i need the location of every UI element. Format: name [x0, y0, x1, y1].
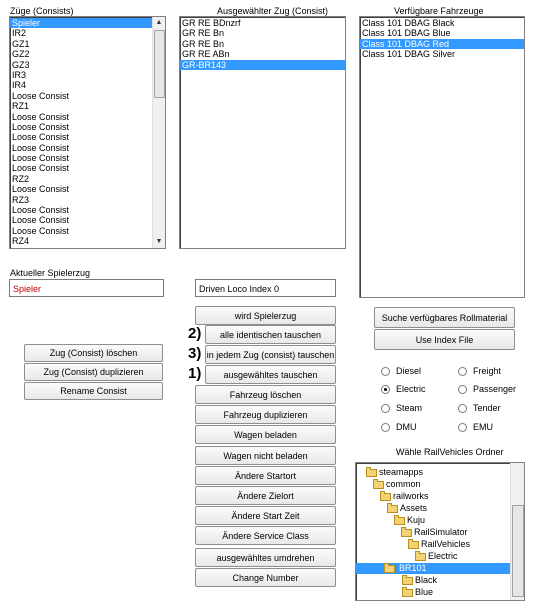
radio-label: Tender [473, 403, 501, 413]
consist-list-item[interactable]: Loose Consist [12, 132, 70, 143]
rename-consist-button[interactable]: Rename Consist [24, 382, 163, 400]
train-list-item[interactable]: GR RE BDnzrf [182, 18, 241, 28]
radio-electric[interactable] [381, 384, 426, 394]
consists-label: Züge (Consists) [10, 6, 74, 16]
available-vehicles-label: Verfügbare Fahrzeuge [394, 6, 484, 16]
consist-list-item[interactable]: Loose Consist [12, 205, 70, 216]
tree-folder-item[interactable] [387, 503, 427, 514]
folder-icon [415, 553, 426, 561]
consist-list-item[interactable]: GZ3 [12, 59, 30, 70]
radio-circle-icon[interactable] [381, 385, 390, 394]
change-start-time-button[interactable]: Ändere Start Zeit [195, 506, 336, 525]
become-player-train-button[interactable]: wird Spielerzug [195, 306, 336, 325]
vehicles-listbox[interactable] [359, 16, 525, 298]
load-wagon-button[interactable]: Wagen beladen [195, 425, 336, 444]
radio-label: DMU [396, 422, 417, 432]
radio-label: Diesel [396, 366, 422, 376]
tree-folder-item[interactable] [366, 467, 423, 478]
change-service-class-button[interactable]: Ändere Service Class [195, 526, 336, 545]
radio-freight[interactable] [458, 366, 501, 376]
consist-list-item[interactable]: RZ1 [12, 101, 30, 112]
tree-folder-label: RailSimulator [414, 527, 468, 537]
tree-folder-item[interactable] [356, 563, 510, 574]
player-train-field[interactable]: Spieler [9, 279, 164, 297]
folder-icon [366, 469, 377, 477]
tree-folder-item[interactable] [402, 575, 437, 586]
folder-icon [384, 565, 395, 573]
swap-selected-button[interactable]: ausgewähltes tauschen [205, 365, 336, 384]
folder-tree[interactable] [355, 462, 525, 601]
tree-folder-item[interactable] [402, 587, 433, 598]
radio-circle-icon[interactable] [458, 423, 467, 432]
tree-folder-item[interactable] [373, 479, 421, 490]
consists-scrollbar[interactable] [152, 17, 165, 248]
swap-every-train-button[interactable]: in jedem Zug (consist) tauschen [205, 345, 336, 364]
consist-list-item[interactable]: GZ2 [12, 49, 30, 60]
radio-label: Freight [473, 366, 502, 376]
folder-icon [380, 493, 391, 501]
folder-icon [394, 517, 405, 525]
radio-dmu[interactable] [381, 422, 417, 432]
radio-label: Electric [396, 384, 426, 394]
radio-passenger[interactable] [458, 384, 516, 394]
tree-folder-label: Electric [428, 551, 458, 561]
consist-list-item[interactable]: Spieler [10, 18, 165, 28]
step-number-1: 1) [188, 365, 202, 382]
current-player-train-label: Aktueller Spielerzug [10, 268, 91, 278]
train-list-item[interactable]: GR RE Bn [182, 38, 225, 49]
tree-folder-label: Black [415, 575, 438, 585]
selected-train-label: Ausgewählter Zug (Consist) [217, 6, 329, 16]
consist-list-item[interactable]: IR4 [12, 80, 27, 91]
tree-folder-item[interactable] [380, 491, 429, 502]
scroll-up-icon[interactable]: ▲ [155, 19, 163, 26]
train-list-item[interactable]: GR-BR143 [180, 60, 345, 70]
tree-folder-label: Assets [400, 503, 428, 513]
folder-icon [402, 589, 413, 597]
tree-folder-label: common [386, 479, 421, 489]
consist-list-item[interactable]: IR3 [12, 69, 27, 80]
consist-list-item[interactable]: Loose Consist [12, 184, 70, 195]
tree-scrollbar[interactable] [510, 463, 524, 600]
step-number-3: 3) [188, 345, 202, 362]
tree-folder-item[interactable] [415, 551, 458, 562]
tree-folder-label: Kuju [407, 515, 426, 525]
radio-diesel[interactable] [381, 366, 421, 376]
change-number-button[interactable]: Change Number [195, 568, 336, 587]
radio-circle-icon[interactable] [381, 423, 390, 432]
radio-circle-icon[interactable] [381, 404, 390, 413]
tree-folder-label: RailVehicles [421, 539, 471, 549]
change-start-button[interactable]: Ändere Startort [195, 466, 336, 485]
folder-icon [387, 505, 398, 513]
radio-tender[interactable] [458, 403, 501, 413]
consist-list-item[interactable]: IR2 [12, 28, 27, 39]
use-index-file-button[interactable]: Use Index File [374, 329, 515, 350]
radio-steam[interactable] [381, 403, 422, 413]
consist-list-item[interactable]: Loose Consist [12, 90, 70, 101]
radio-label: Passenger [473, 384, 517, 394]
reverse-selected-button[interactable]: ausgewähltes umdrehen [195, 548, 336, 567]
consist-list-item[interactable]: Loose Consist [12, 153, 70, 164]
consist-list-item[interactable]: RZ3 [12, 194, 30, 205]
radio-circle-icon[interactable] [381, 367, 390, 376]
tree-scroll-thumb[interactable] [512, 505, 524, 597]
duplicate-consist-button[interactable]: Zug (Consist) duplizieren [24, 363, 163, 381]
train-list-item[interactable]: GR RE ABn [182, 49, 230, 60]
folder-icon [401, 529, 412, 537]
radio-circle-icon[interactable] [458, 404, 467, 413]
consist-list-item[interactable]: Loose Consist [12, 142, 70, 153]
swap-identical-button[interactable]: alle identischen tauschen [205, 325, 336, 344]
folder-icon [373, 481, 384, 489]
delete-consist-button[interactable]: Zug (Consist) löschen [24, 344, 163, 362]
railvehicles-folder-label: Wähle RailVehicles Ordner [396, 447, 504, 457]
folder-icon [408, 541, 419, 549]
step-number-2: 2) [188, 325, 202, 342]
driven-loco-field[interactable]: Driven Loco Index 0 [195, 279, 336, 297]
tree-folder-item[interactable] [401, 527, 468, 538]
consist-list-item[interactable]: Loose Consist [12, 215, 70, 226]
tree-folder-label: BR101 [399, 563, 427, 573]
search-rolling-stock-button[interactable]: Suche verfügbares Rollmaterial [374, 307, 515, 328]
tree-folder-label: steamapps [379, 467, 424, 477]
tree-folder-item[interactable] [408, 539, 470, 550]
radio-label: Steam [396, 403, 423, 413]
vehicle-list-item[interactable]: Class 101 DBAG Red [360, 39, 524, 49]
scroll-thumb[interactable] [154, 30, 165, 98]
consist-list-item[interactable]: Loose Consist [12, 111, 70, 122]
consist-list-item[interactable]: RZ2 [12, 173, 30, 184]
consist-list-item[interactable]: Loose Consist [12, 121, 70, 132]
delete-vehicle-button[interactable]: Fahrzeug löschen [195, 385, 336, 404]
vehicle-list-item[interactable]: Class 101 DBAG Silver [362, 49, 456, 60]
radio-label: EMU [473, 422, 493, 432]
radio-circle-icon[interactable] [458, 385, 467, 394]
tree-folder-label: railworks [393, 491, 429, 501]
vehicle-list-item[interactable]: Class 101 DBAG Black [362, 18, 455, 28]
vehicle-list-item[interactable]: Class 101 DBAG Blue [362, 28, 451, 39]
tree-folder-label: Blue [415, 587, 434, 597]
scroll-down-icon[interactable]: ▼ [155, 238, 163, 245]
radio-circle-icon[interactable] [458, 367, 467, 376]
duplicate-vehicle-button[interactable]: Fahrzeug duplizieren [195, 405, 336, 424]
train-list-item[interactable]: GR RE Bn [182, 28, 225, 39]
train-listbox[interactable] [179, 16, 346, 249]
consist-list-item[interactable]: Loose Consist [12, 225, 70, 236]
consist-list-item[interactable]: Loose Consist [12, 163, 70, 174]
consist-list-item[interactable]: GZ1 [12, 38, 30, 49]
unload-wagon-button[interactable]: Wagen nicht beladen [195, 446, 336, 465]
folder-icon [402, 577, 413, 585]
consists-listbox[interactable] [9, 16, 166, 249]
radio-emu[interactable] [458, 422, 493, 432]
consist-list-item[interactable]: RZ4 [12, 236, 30, 247]
tree-folder-item[interactable] [394, 515, 425, 526]
change-destination-button[interactable]: Ändere Zielort [195, 486, 336, 505]
